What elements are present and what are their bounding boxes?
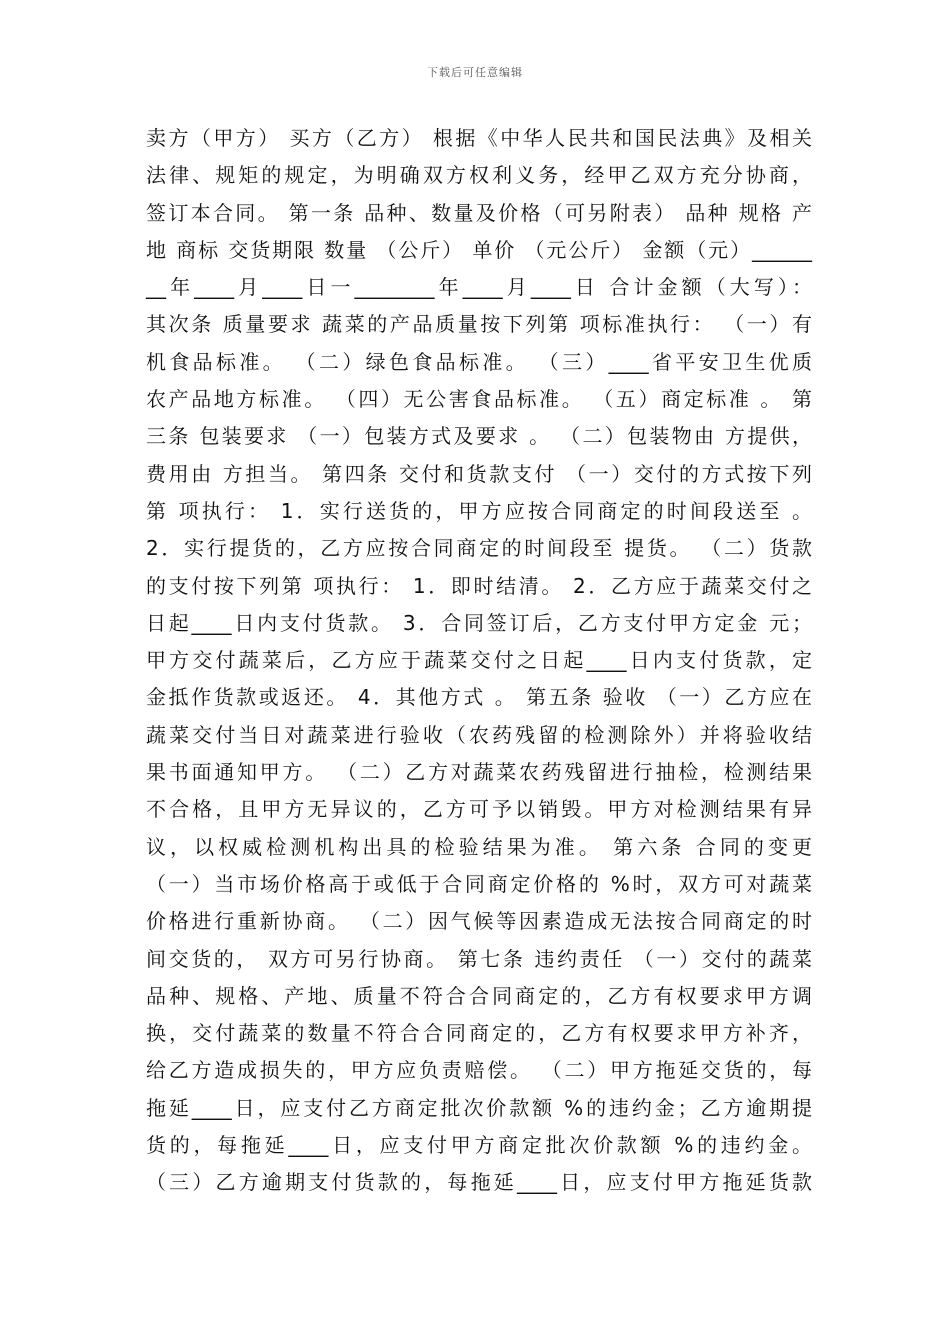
text-line: 蔬菜交付当日对蔬菜进行验收（农药残留的检测除外）并将验收结	[146, 722, 812, 747]
text-line: 议，以权威检测机构出具的检验结果为准。 第六条 合同的变更	[146, 834, 812, 859]
text-line: 第 项执行： 1．实行送货的，甲方应按合同商定的时间段送至 。	[146, 498, 812, 523]
text-line: 其次条 质量要求 蔬菜的产品质量按下列第 项标准执行： （一）有	[146, 312, 812, 337]
text-line: __年____月____日一________年____月____日 合计金额（大写）：	[146, 275, 812, 300]
text-line: 卖方（甲方） 买方（乙方） 根据《中华人民共和国民法典》及相关	[146, 126, 812, 150]
text-line: 地 商标 交货期限 数量 （公斤） 单价 （元公斤） 金额（元）______	[146, 237, 812, 262]
text-line: 2．实行提货的，乙方应按合同商定的时间段至 提货。 （二）货款	[146, 536, 812, 561]
text-line: 货的，每拖延____日，应支付甲方商定批次价款额 %的违约金。	[146, 1133, 812, 1158]
text-line: 果书面通知甲方。 （二）乙方对蔬菜农药残留进行抽检，检测结果	[146, 760, 812, 785]
text-line: 间交货的， 双方可另行协商。 第七条 违约责任 （一）交付的蔬菜	[146, 946, 812, 971]
text-line: 价格进行重新协商。 （二）因气候等因素造成无法按合同商定的时	[146, 909, 812, 934]
text-line: 机食品标准。 （二）绿色食品标准。 （三）____省平安卫生优质	[146, 349, 812, 374]
text-line: 不合格，且甲方无异议的，乙方可予以销毁。甲方对检测结果有异	[146, 797, 812, 822]
text-line: 拖延____日，应支付乙方商定批次价款额 %的违约金；乙方逾期提	[146, 1095, 812, 1120]
text-line: 的支付按下列第 项执行： 1．即时结清。 2．乙方应于蔬菜交付之	[146, 573, 812, 598]
text-line: 农产品地方标准。 （四）无公害食品标准。 （五）商定标准 。 第	[146, 387, 812, 412]
text-line: 费用由 方担当。 第四条 交付和货款支付 （一）交付的方式按下列	[146, 461, 812, 486]
text-line: 日起____日内支付货款。 3．合同签订后，乙方支付甲方定金 元；	[146, 610, 812, 635]
text-line: （三）乙方逾期支付货款的，每拖延____日，应支付甲方拖延货款	[146, 1170, 812, 1195]
text-line: （一）当市场价格高于或低于合同商定价格的 %时，双方可对蔬菜	[146, 871, 812, 896]
text-line: 签订本合同。 第一条 品种、数量及价格（可另附表） 品种 规格 产	[146, 200, 812, 225]
text-line: 法律、规矩的规定，为明确双方权利义务，经甲乙双方充分协商，	[146, 163, 812, 188]
text-line: 三条 包装要求 （一）包装方式及要求 。 （二）包装物由 方提供，	[146, 424, 812, 449]
contract-body-text	[146, 120, 812, 1202]
page-header-note: 下载后可任意编辑	[427, 66, 523, 79]
text-line: 给乙方造成损失的，甲方应负责赔偿。 （二）甲方拖延交货的，每	[146, 1058, 812, 1083]
text-line: 金抵作货款或返还。 4．其他方式 。 第五条 验收 （一）乙方应在	[146, 685, 812, 710]
text-line: 换，交付蔬菜的数量不符合合同商定的，乙方有权要求甲方补齐，	[146, 1021, 812, 1046]
text-line: 甲方交付蔬菜后，乙方应于蔬菜交付之日起____日内支付货款，定	[146, 648, 812, 673]
text-line: 品种、规格、产地、质量不符合合同商定的，乙方有权要求甲方调	[146, 983, 812, 1008]
